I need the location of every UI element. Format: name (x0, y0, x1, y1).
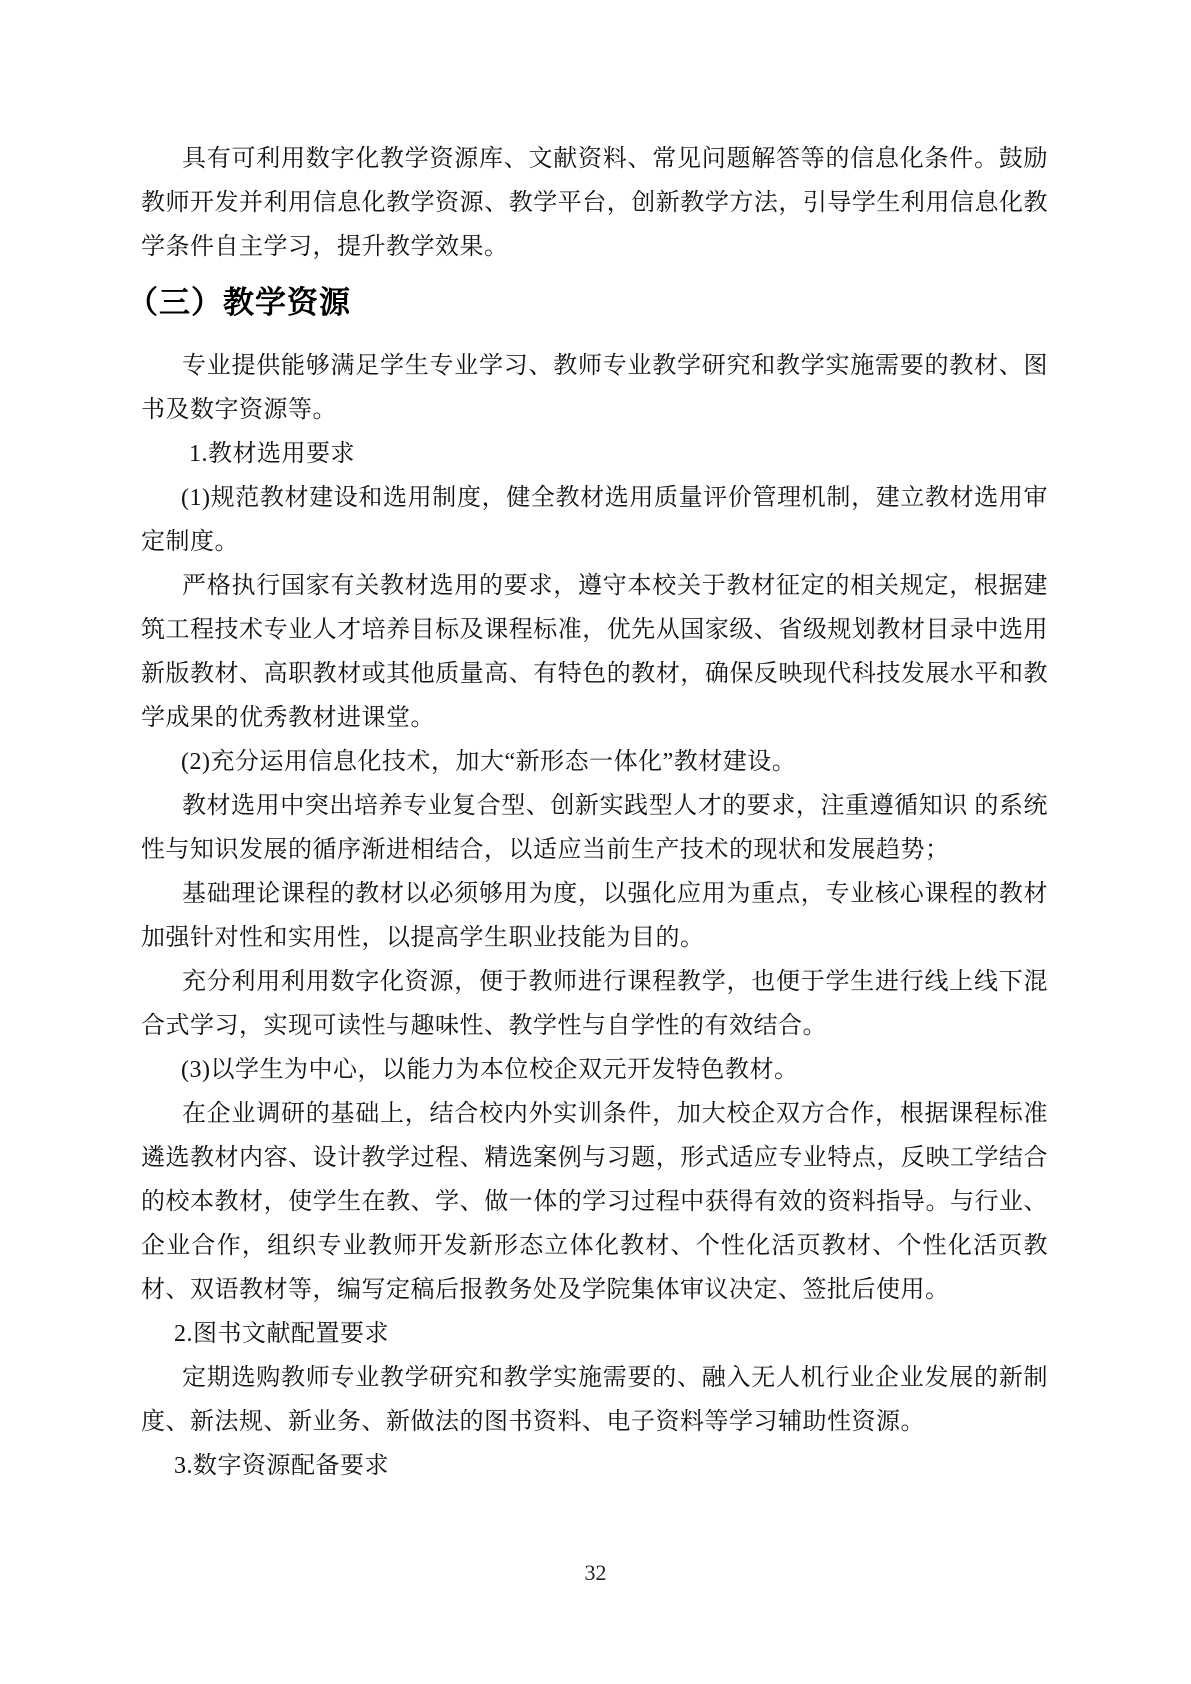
paragraph-resources-overview: 专业提供能够满足学生专业学习、教师专业教学研究和教学实施需要的教材、图书及数字资源等。 (141, 353, 1048, 423)
paragraph-basic-theory-courses: 基础理论课程的教材以必须够用为度，以强化应用为重点，专业核心课程的教材加强针对性和实用性，以提高学生职业技能为目的。 (141, 881, 1048, 951)
section-heading-teaching-resources: （三）教学资源 (127, 285, 351, 320)
paragraph-1-2-informatization-technology: (2)充分运用信息化技术，加大“新形态一体化”教材建设。 (181, 749, 797, 775)
item-1-textbook-selection-heading: 1.教材选用要求 (189, 441, 355, 467)
document-body (127, 137, 1048, 1488)
paragraph-1-3-student-centered: (3)以学生为中心，以能力为本位校企双元开发特色教材。 (181, 1057, 799, 1083)
paragraph-1-1-textbook-system: (1)规范教材建设和选用制度，健全教材选用质量评价管理机制，建立教材选用审定制度。 (141, 485, 1048, 555)
paragraph-school-enterprise-cooperation: 在企业调研的基础上，结合校内外实训条件，加大校企双方合作，根据课程标准遴选教材内容、设计教学过程、精选案例与习题，形式适应专业特点，反映工学结合的校本教材，使学生在教、学、做一体的学习过程中获得有效的资料指导。与行业、企业合作，组织专业教师开发新形态立体化教材、个性化活页教材、个性化活页教材、双语教材等，编写定稿后报教务处及学院集体审议决定、签批后使用。 (141, 1101, 1048, 1303)
item-3-digital-resources-heading: 3.数字资源配备要求 (174, 1453, 389, 1479)
paragraph-intro-informatization: 具有可利用数字化教学资源库、文献资料、常见问题解答等的信息化条件。鼓励教师开发并利用信息化教学资源、教学平台，创新教学方法，引导学生利用信息化教学条件自主学习，提升教学效果。 (141, 146, 1048, 260)
paragraph-knowledge-systematicness: 教材选用中突出培养专业复合型、创新实践型人才的要求，注重遵循知识 的系统性与知识发展的循序渐进相结合，以适应当前生产技术的现状和发展趋势； (141, 793, 1048, 863)
paragraph-digital-resources-usage: 充分利用利用数字化资源，便于教师进行课程教学，也便于学生进行线上线下混合式学习，实现可读性与趣味性、教学性与自学性的有效结合。 (141, 969, 1048, 1039)
paragraph-national-selection-policy: 严格执行国家有关教材选用的要求，遵守本校关于教材征定的相关规定，根据建筑工程技术专业人才培养目标及课程标准，优先从国家级、省级规划教材目录中选用新版教材、高职教材或其他质量高、有特色的教材，确保反映现代科技发展水平和教学成果的优秀教材进课堂。 (141, 573, 1048, 731)
item-2-library-documents-heading: 2.图书文献配置要求 (174, 1321, 389, 1347)
page-number: 32 (584, 1560, 607, 1585)
paragraph-library-purchasing: 定期选购教师专业教学研究和教学实施需要的、融入无人机行业企业发展的新制度、新法规、新业务、新做法的图书资料、电子资料等学习辅助性资源。 (141, 1365, 1048, 1435)
